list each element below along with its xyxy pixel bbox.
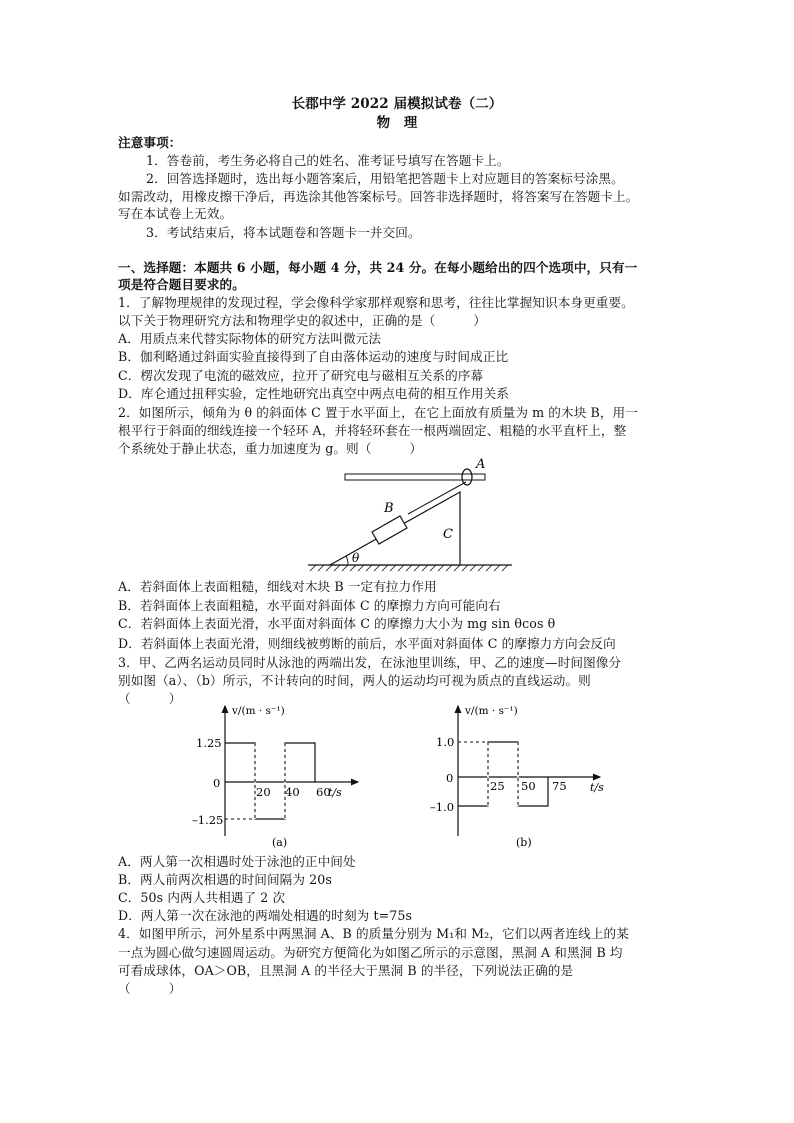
label-b: B — [384, 501, 394, 516]
question-stem: 以下关于物理研究方法和物理学史的叙述中，正确的是（ ） — [118, 313, 487, 328]
question-stem: 2．如图所示，倾角为 θ 的斜面体 C 置于水平面上，在它上面放有质量为 m 的木块 B，用一 — [118, 405, 638, 420]
question-stem: 一点为圆心做匀速圆周运动。为研究方便简化为如图乙所示的示意图，黑洞 A 和黑洞 B 均 — [118, 945, 623, 960]
exam-title: 长郡中学 2022 届模拟试卷（二） — [291, 96, 503, 112]
y-axis-label: v/(m · s⁻¹) — [465, 705, 518, 717]
notice-item: 如需改动，用橡皮擦干净后，再选涂其他答案标号。回答非选择题时，将答案写在答题卡上。 — [118, 189, 639, 204]
option: C．若斜面体上表面光滑，水平面对斜面体 C 的摩擦力大小为 mg sin θcos θ — [118, 616, 556, 631]
option: B．伽利略通过斜面实验直接得到了自由落体运动的速度与时间成正比 — [118, 349, 509, 364]
x-axis-label: t/s — [590, 781, 604, 794]
x-tick-label: 60 — [316, 785, 331, 799]
option: C．楞次发现了电流的磁效应，拉开了研究电与磁相互关系的序幕 — [118, 368, 484, 383]
section-heading: 项是符合题目要求的。 — [118, 277, 245, 292]
notice-item: 写在本试卷上无效。 — [118, 206, 233, 221]
horizontal-rod — [345, 474, 485, 480]
velocity-graph-a — [188, 700, 368, 852]
y-tick-label: 0 — [213, 776, 221, 790]
question-stem: （ ） — [118, 691, 182, 706]
x-tick-label: 20 — [256, 785, 271, 799]
option: A．若斜面体上表面粗糙，细线对木块 B 一定有拉力作用 — [118, 579, 437, 594]
option: A．用质点来代替实际物体的研究方法叫微元法 — [118, 331, 382, 346]
notice-item: 1．答卷前，考生务必将自己的姓名、准考证号填写在答题卡上。 — [146, 153, 510, 168]
option: D．两人第一次在泳池的两端处相遇的时刻为 t=75s — [118, 908, 413, 923]
label-a: A — [476, 457, 486, 472]
question-stem: 个系统处于静止状态，重力加速度为 g。则（ ） — [118, 441, 423, 456]
y-axis-label: v/(m · s⁻¹) — [232, 705, 285, 717]
ground-hatching — [310, 565, 508, 571]
option: B．若斜面体上表面粗糙，水平面对斜面体 C 的摩擦力方向可能向右 — [118, 598, 501, 613]
incline-figure — [300, 452, 520, 578]
option: D．若斜面体上表面光滑，则细线被剪断的前后，水平面对斜面体 C 的摩擦力方向会反向 — [118, 636, 616, 651]
question-stem: 3．甲、乙两名运动员同时从泳池的两端出发，在泳池里训练，甲、乙的速度—时间图像分 — [118, 655, 622, 670]
subject-title: 物 理 — [376, 115, 418, 131]
graph-caption: (b) — [516, 836, 532, 849]
question-stem: 4．如图甲所示，河外星系中两黑洞 A、B 的质量分别为 M₁和 M₂，它们以两者连线上的某 — [118, 926, 629, 941]
question-stem: 1．了解物理规律的发现过程，学会像科学家那样观察和思考，往往比掌握知识本身更重要。 — [118, 295, 634, 310]
velocity-graph-b — [418, 700, 608, 852]
y-tick-label: –1.25 — [192, 813, 224, 827]
y-tick-label: –1.0 — [430, 800, 455, 814]
notice-item: 2．回答选择题时，选出每小题答案后，用铅笔把答题卡上对应题目的答案标号涂黑。 — [146, 171, 624, 186]
question-stem: 别如图（a）、（b）所示，不计转向的时间，两人的运动均可视为质点的直线运动。则 — [118, 673, 591, 688]
x-tick-label: 25 — [490, 779, 505, 793]
option: B．两人前两次相遇的时间间隔为 20s — [118, 872, 332, 887]
label-theta: θ — [352, 551, 360, 565]
x-tick-label: 75 — [552, 779, 567, 793]
option: A．两人第一次相遇时处于泳池的正中间处 — [118, 854, 356, 869]
y-tick-label: 1.25 — [196, 736, 222, 750]
y-tick-label: 1.0 — [436, 735, 455, 749]
question-stem: 可看成球体，OA＞OB，且黑洞 A 的半径大于黑洞 B 的半径，下列说法正确的是 — [118, 963, 574, 978]
question-stem: 根平行于斜面的细线连接一个轻环 A，并将轻环套在一根两端固定、粗糙的水平直杆上，整 — [118, 423, 627, 438]
x-tick-label: 50 — [521, 779, 536, 793]
section-heading: 一、选择题：本题共 6 小题，每小题 4 分，共 24 分。在每小题给出的四个选项中，只有一 — [118, 260, 638, 275]
x-axis-label: t/s — [328, 786, 342, 799]
question-stem: （ ） — [118, 981, 182, 996]
velocity-line-a — [225, 743, 315, 819]
notice-item: 3．考试结束后，将本试题卷和答题卡一并交回。 — [146, 225, 421, 240]
option: C．50s 内两人共相遇了 2 次 — [118, 890, 286, 905]
notice-heading: 注意事项： — [118, 135, 182, 150]
option: D．库仑通过扭秤实验，定性地研究出真空中两点电荷的相互作用关系 — [118, 386, 510, 401]
graph-caption: (a) — [272, 836, 288, 849]
y-tick-label: 0 — [446, 771, 454, 785]
x-tick-label: 40 — [285, 785, 300, 799]
label-c: C — [443, 527, 453, 542]
velocity-line-b — [458, 742, 548, 806]
